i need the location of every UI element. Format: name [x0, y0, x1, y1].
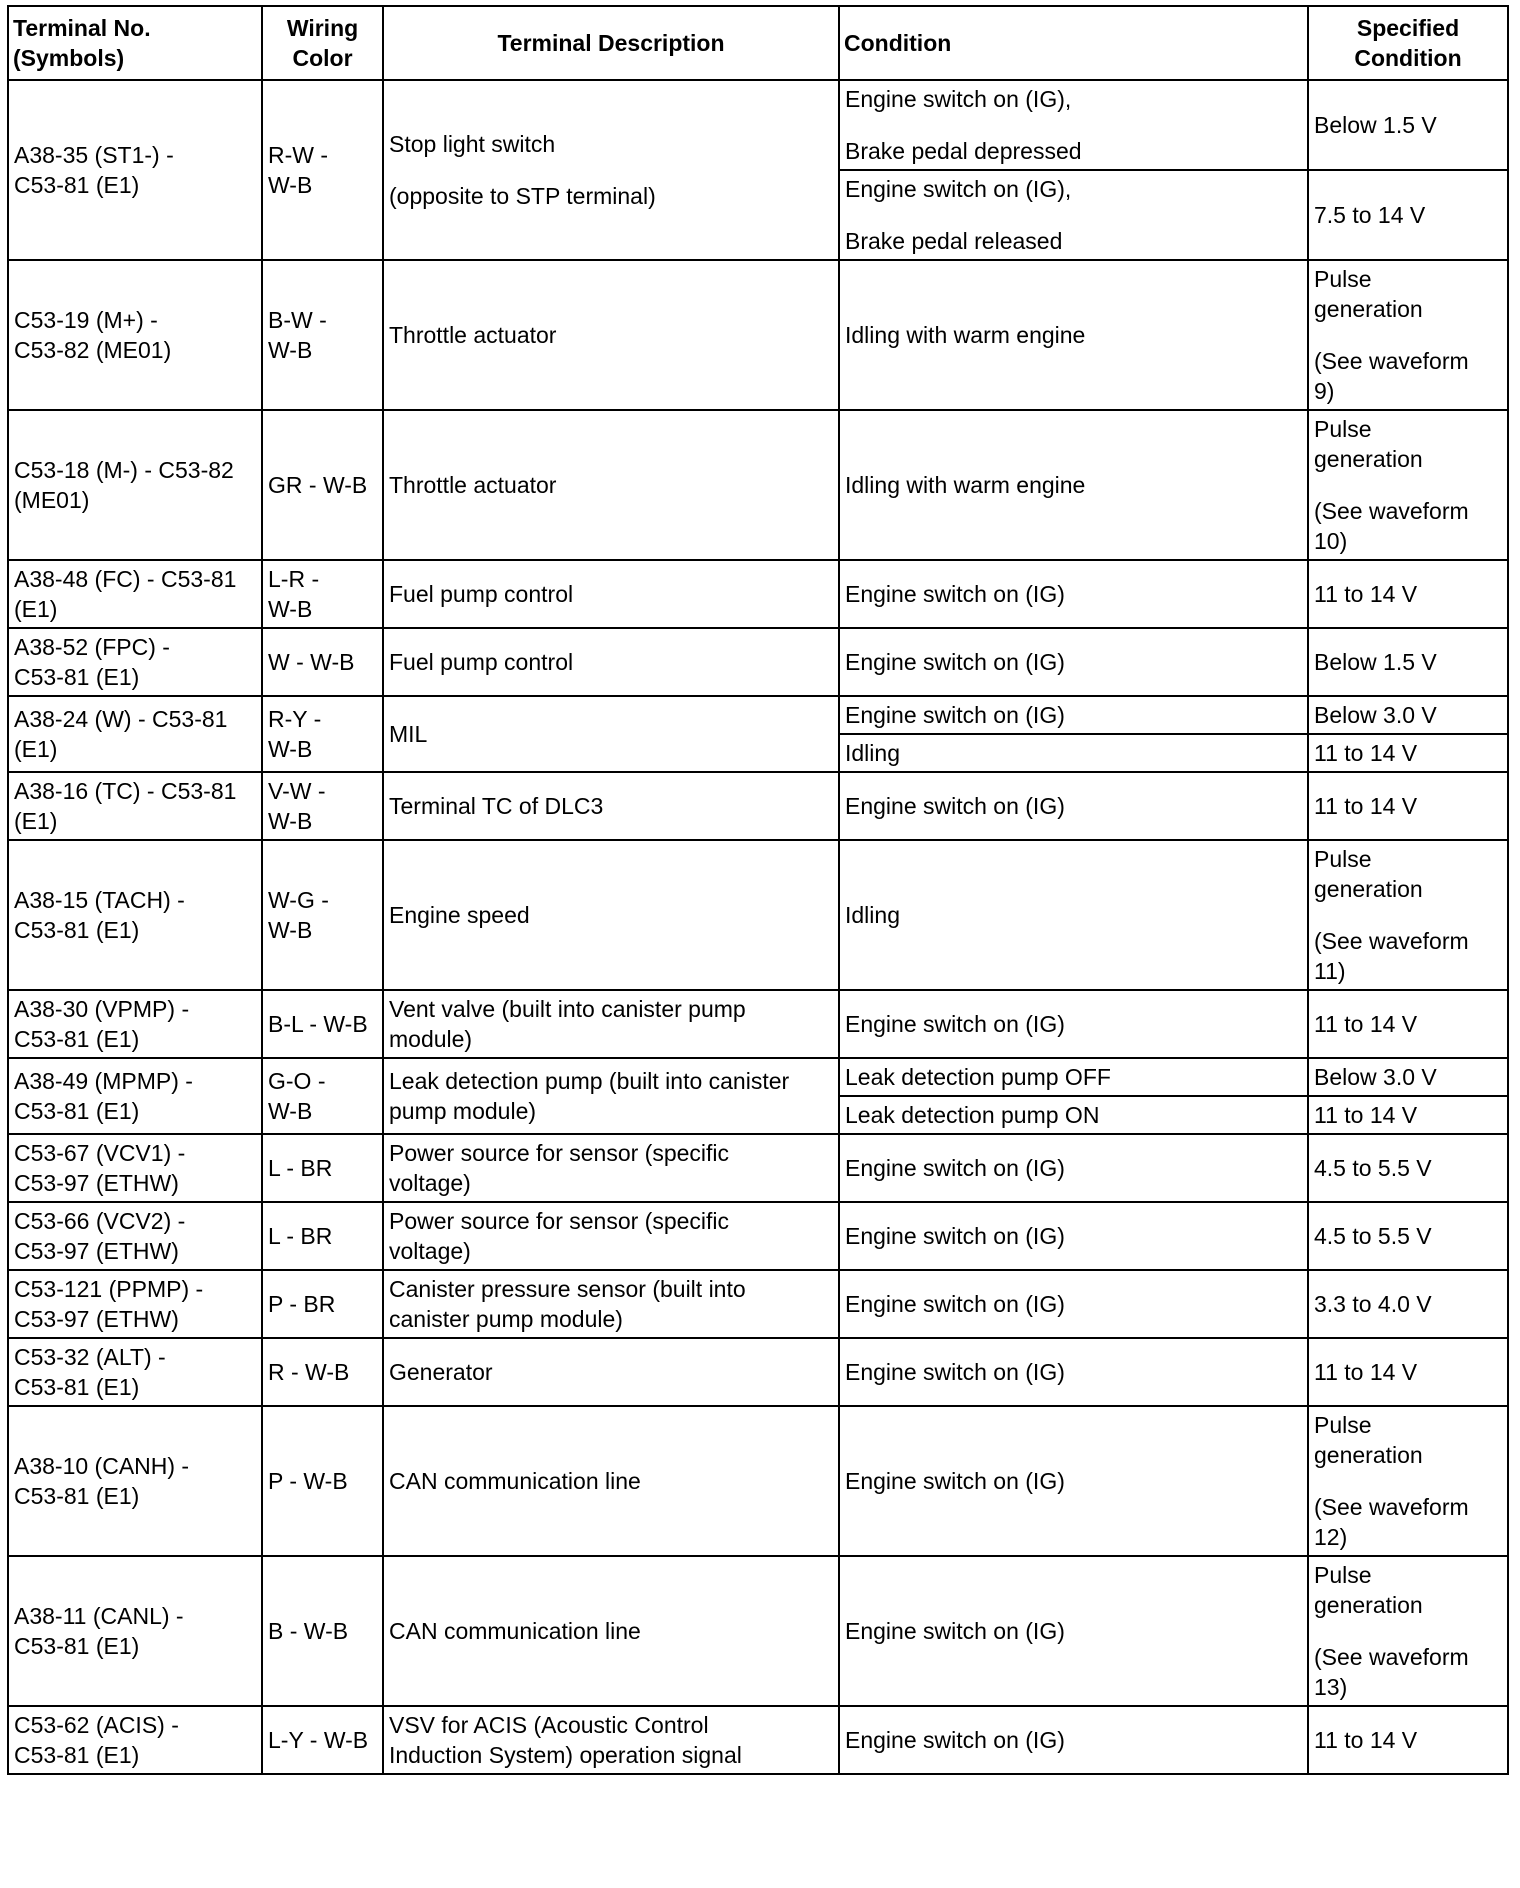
- condition-cell: Engine switch on (IG): [839, 560, 1308, 628]
- description-cell: Terminal TC of DLC3: [383, 772, 839, 840]
- header-specified-condition: Specified Condition: [1308, 6, 1508, 80]
- terminal-cell: [8, 628, 262, 696]
- condition-cell: Leak detection pump ON: [839, 1096, 1308, 1134]
- description-line: module): [389, 1026, 473, 1052]
- description-cell: Fuel pump control: [383, 628, 839, 696]
- wiring-color-cell: B - W-B: [262, 1556, 383, 1706]
- specified-condition-cell: 11 to 14 V: [1308, 560, 1508, 628]
- terminal-line: A38-52 (FPC) -: [14, 634, 170, 660]
- description-cell: Generator: [383, 1338, 839, 1406]
- line-gap: [845, 114, 1302, 136]
- description-line: Vent valve (built into canister pump: [389, 996, 746, 1022]
- terminal-line: C53-81 (E1): [14, 917, 140, 943]
- terminal-line: C53-81 (E1): [14, 664, 140, 690]
- wiring-color-cell: P - W-B: [262, 1406, 383, 1556]
- line-gap: [845, 204, 1302, 226]
- description-cell: Engine speed: [383, 840, 839, 990]
- condition-line: Engine switch on (IG),: [845, 86, 1072, 112]
- terminal-cell: [8, 560, 262, 628]
- terminal-cell: [8, 260, 262, 410]
- description-cell: [383, 1134, 839, 1202]
- terminal-cell: [8, 410, 262, 560]
- description-line: Canister pressure sensor (built into: [389, 1276, 746, 1302]
- table-row: [8, 560, 1508, 628]
- wiring-color-cell: R - W-B: [262, 1338, 383, 1406]
- description-cell: CAN communication line: [383, 1406, 839, 1556]
- spec-line: (See waveform: [1314, 348, 1469, 374]
- description-cell: CAN communication line: [383, 1556, 839, 1706]
- table-row: [8, 696, 1508, 734]
- line-gap: [1314, 904, 1502, 926]
- condition-cell: Engine switch on (IG): [839, 1406, 1308, 1556]
- table-row: [8, 1406, 1508, 1556]
- table-row: [8, 1556, 1508, 1706]
- condition-cell: Engine switch on (IG): [839, 1270, 1308, 1338]
- specified-condition-cell: 4.5 to 5.5 V: [1308, 1134, 1508, 1202]
- wiring-line: W-B: [268, 736, 313, 762]
- specified-condition-cell: [1308, 260, 1508, 410]
- specified-condition-cell: Below 3.0 V: [1308, 696, 1508, 734]
- condition-cell: Idling with warm engine: [839, 410, 1308, 560]
- terminal-line: C53-66 (VCV2) -: [14, 1208, 186, 1234]
- terminal-cell: [8, 1270, 262, 1338]
- wiring-line: G-O -: [268, 1068, 326, 1094]
- description-line: voltage): [389, 1170, 471, 1196]
- terminal-line: A38-35 (ST1-) -: [14, 142, 174, 168]
- wiring-color-cell: [262, 696, 383, 772]
- condition-cell: Engine switch on (IG): [839, 1556, 1308, 1706]
- spec-line: Pulse: [1314, 416, 1372, 442]
- table-row: [8, 772, 1508, 840]
- description-line: Power source for sensor (specific: [389, 1140, 730, 1166]
- condition-line: Engine switch on (IG),: [845, 176, 1072, 202]
- terminal-line: C53-81 (E1): [14, 1742, 140, 1768]
- specified-condition-cell: 7.5 to 14 V: [1308, 170, 1508, 260]
- description-line: voltage): [389, 1238, 471, 1264]
- header-row: [8, 6, 1508, 80]
- wiring-color-cell: [262, 840, 383, 990]
- specified-condition-cell: [1308, 410, 1508, 560]
- table-row: [8, 260, 1508, 410]
- terminal-line: A38-49 (MPMP) -: [14, 1068, 193, 1094]
- description-cell: [383, 1058, 839, 1134]
- spec-line: Pulse: [1314, 1412, 1372, 1438]
- description-line: canister pump module): [389, 1306, 623, 1332]
- wiring-line: W-B: [268, 596, 313, 622]
- terminal-cell: [8, 840, 262, 990]
- table-body: [8, 80, 1508, 1774]
- specified-condition-cell: 11 to 14 V: [1308, 772, 1508, 840]
- terminal-line: C53-81 (E1): [14, 1483, 140, 1509]
- description-cell: [383, 1202, 839, 1270]
- condition-cell: Idling: [839, 734, 1308, 772]
- specified-condition-cell: Below 1.5 V: [1308, 628, 1508, 696]
- description-cell: [383, 1706, 839, 1774]
- spec-line: 11): [1314, 958, 1346, 984]
- terminal-line: C53-81 (E1): [14, 1374, 140, 1400]
- condition-cell: [839, 80, 1308, 170]
- terminal-spec-table: [7, 5, 1509, 1775]
- description-line: pump module): [389, 1098, 537, 1124]
- spec-line: generation: [1314, 1592, 1423, 1618]
- table-row: [8, 1270, 1508, 1338]
- wiring-line: W-B: [268, 808, 313, 834]
- spec-line: (See waveform: [1314, 1644, 1469, 1670]
- line-gap: [1314, 1470, 1502, 1492]
- specified-condition-cell: 11 to 14 V: [1308, 990, 1508, 1058]
- condition-cell: Engine switch on (IG): [839, 1338, 1308, 1406]
- description-line: VSV for ACIS (Acoustic Control: [389, 1712, 709, 1738]
- terminal-line: A38-10 (CANH) -: [14, 1453, 190, 1479]
- specified-condition-cell: 11 to 14 V: [1308, 1338, 1508, 1406]
- terminal-cell: [8, 696, 262, 772]
- table-row: [8, 1338, 1508, 1406]
- wiring-color-cell: B-L - W-B: [262, 990, 383, 1058]
- wiring-color-cell: [262, 260, 383, 410]
- line-gap: [1314, 324, 1502, 346]
- spec-line: Pulse: [1314, 1562, 1372, 1588]
- wiring-color-cell: GR - W-B: [262, 410, 383, 560]
- terminal-line: C53-81 (E1): [14, 1633, 140, 1659]
- table-row: [8, 628, 1508, 696]
- terminal-line: C53-82 (ME01): [14, 337, 172, 363]
- wiring-color-cell: [262, 1058, 383, 1134]
- terminal-cell: [8, 1202, 262, 1270]
- specified-condition-cell: Below 3.0 V: [1308, 1058, 1508, 1096]
- spec-line: (See waveform: [1314, 498, 1469, 524]
- spec-line: 12): [1314, 1524, 1348, 1550]
- spec-line: 9): [1314, 378, 1335, 404]
- condition-cell: Idling: [839, 840, 1308, 990]
- description-cell: Fuel pump control: [383, 560, 839, 628]
- specified-condition-cell: Below 1.5 V: [1308, 80, 1508, 170]
- condition-cell: [839, 170, 1308, 260]
- terminal-cell: [8, 1338, 262, 1406]
- line-gap: [389, 159, 833, 181]
- wiring-color-cell: [262, 772, 383, 840]
- terminal-cell: [8, 80, 262, 260]
- spec-line: (See waveform: [1314, 1494, 1469, 1520]
- wiring-color-cell: W - W-B: [262, 628, 383, 696]
- condition-cell: Engine switch on (IG): [839, 1202, 1308, 1270]
- wiring-color-cell: P - BR: [262, 1270, 383, 1338]
- condition-cell: Engine switch on (IG): [839, 1134, 1308, 1202]
- table-row: [8, 1058, 1508, 1096]
- wiring-color-cell: [262, 80, 383, 260]
- terminal-line: A38-15 (TACH) -: [14, 887, 185, 913]
- terminal-cell: [8, 1406, 262, 1556]
- terminal-line: C53-97 (ETHW): [14, 1170, 179, 1196]
- terminal-line: C53-67 (VCV1) -: [14, 1140, 186, 1166]
- terminal-cell: [8, 1556, 262, 1706]
- terminal-line: (E1): [14, 736, 58, 762]
- wiring-color-cell: L - BR: [262, 1202, 383, 1270]
- terminal-cell: [8, 772, 262, 840]
- wiring-color-cell: [262, 560, 383, 628]
- description-cell: Throttle actuator: [383, 260, 839, 410]
- wiring-line: V-W -: [268, 778, 326, 804]
- description-cell: [383, 1270, 839, 1338]
- condition-cell: Engine switch on (IG): [839, 1706, 1308, 1774]
- description-line: Leak detection pump (built into canister: [389, 1068, 790, 1094]
- line-gap: [1314, 1620, 1502, 1642]
- spec-line: generation: [1314, 296, 1423, 322]
- wiring-line: W-B: [268, 1098, 313, 1124]
- specified-condition-cell: 4.5 to 5.5 V: [1308, 1202, 1508, 1270]
- wiring-line: W-B: [268, 917, 313, 943]
- terminal-line: (E1): [14, 808, 58, 834]
- description-line: Induction System) operation signal: [389, 1742, 742, 1768]
- description-cell: [383, 990, 839, 1058]
- terminal-line: A38-16 (TC) - C53-81: [14, 778, 237, 804]
- description-cell: [383, 80, 839, 260]
- wiring-color-cell: L - BR: [262, 1134, 383, 1202]
- wiring-line: L-R -: [268, 566, 320, 592]
- condition-cell: Engine switch on (IG): [839, 696, 1308, 734]
- condition-cell: Engine switch on (IG): [839, 990, 1308, 1058]
- terminal-cell: [8, 1058, 262, 1134]
- terminal-line: C53-81 (E1): [14, 1098, 140, 1124]
- description-line: Power source for sensor (specific: [389, 1208, 730, 1234]
- specified-condition-cell: [1308, 1406, 1508, 1556]
- table-row: [8, 80, 1508, 170]
- terminal-line: C53-62 (ACIS) -: [14, 1712, 179, 1738]
- table-row: [8, 840, 1508, 990]
- wiring-line: R-W -: [268, 142, 329, 168]
- table-row: [8, 410, 1508, 560]
- specified-condition-cell: 11 to 14 V: [1308, 1096, 1508, 1134]
- terminal-line: (ME01): [14, 487, 90, 513]
- terminal-cell: [8, 1134, 262, 1202]
- terminal-line: C53-81 (E1): [14, 1026, 140, 1052]
- terminal-line: A38-11 (CANL) -: [14, 1603, 184, 1629]
- wiring-line: W-B: [268, 337, 313, 363]
- terminal-line: C53-97 (ETHW): [14, 1306, 179, 1332]
- spec-line: Pulse: [1314, 266, 1372, 292]
- condition-cell: Leak detection pump OFF: [839, 1058, 1308, 1096]
- wiring-line: W-B: [268, 172, 313, 198]
- spec-line: generation: [1314, 876, 1423, 902]
- terminal-line: (E1): [14, 596, 58, 622]
- description-line: (opposite to STP terminal): [389, 183, 656, 209]
- terminal-line: A38-30 (VPMP) -: [14, 996, 190, 1022]
- description-line: Stop light switch: [389, 131, 556, 157]
- wiring-line: R-Y -: [268, 706, 322, 732]
- terminal-line: C53-97 (ETHW): [14, 1238, 179, 1264]
- table-row: [8, 1134, 1508, 1202]
- wiring-color-cell: L-Y - W-B: [262, 1706, 383, 1774]
- terminal-line: C53-19 (M+) -: [14, 307, 158, 333]
- terminal-line: C53-121 (PPMP) -: [14, 1276, 204, 1302]
- terminal-line: C53-18 (M-) - C53-82: [14, 457, 234, 483]
- table-row: [8, 1202, 1508, 1270]
- terminal-line: C53-32 (ALT) -: [14, 1344, 166, 1370]
- specified-condition-cell: 11 to 14 V: [1308, 1706, 1508, 1774]
- terminal-cell: [8, 1706, 262, 1774]
- header-condition: Condition: [839, 6, 1308, 80]
- terminal-line: A38-24 (W) - C53-81: [14, 706, 228, 732]
- spec-line: Pulse: [1314, 846, 1372, 872]
- spec-line: generation: [1314, 446, 1423, 472]
- condition-cell: Engine switch on (IG): [839, 772, 1308, 840]
- spec-line: 13): [1314, 1674, 1348, 1700]
- specified-condition-cell: [1308, 840, 1508, 990]
- spec-line: (See waveform: [1314, 928, 1469, 954]
- table-row: [8, 990, 1508, 1058]
- wiring-line: W-G -: [268, 887, 329, 913]
- terminal-line: C53-81 (E1): [14, 172, 140, 198]
- table-row: [8, 1706, 1508, 1774]
- header-wiring-color: Wiring Color: [262, 6, 383, 80]
- condition-line: Brake pedal depressed: [845, 138, 1082, 164]
- spec-line: 10): [1314, 528, 1348, 554]
- description-cell: Throttle actuator: [383, 410, 839, 560]
- line-gap: [1314, 474, 1502, 496]
- description-cell: MIL: [383, 696, 839, 772]
- specified-condition-cell: 3.3 to 4.0 V: [1308, 1270, 1508, 1338]
- specified-condition-cell: [1308, 1556, 1508, 1706]
- terminal-cell: [8, 990, 262, 1058]
- specified-condition-cell: 11 to 14 V: [1308, 734, 1508, 772]
- terminal-line: A38-48 (FC) - C53-81: [14, 566, 237, 592]
- condition-cell: Engine switch on (IG): [839, 628, 1308, 696]
- header-terminal: Terminal No. (Symbols): [8, 6, 262, 80]
- header-terminal-description: Terminal Description: [383, 6, 839, 80]
- condition-line: Brake pedal released: [845, 228, 1063, 254]
- condition-cell: Idling with warm engine: [839, 260, 1308, 410]
- wiring-line: B-W -: [268, 307, 327, 333]
- spec-line: generation: [1314, 1442, 1423, 1468]
